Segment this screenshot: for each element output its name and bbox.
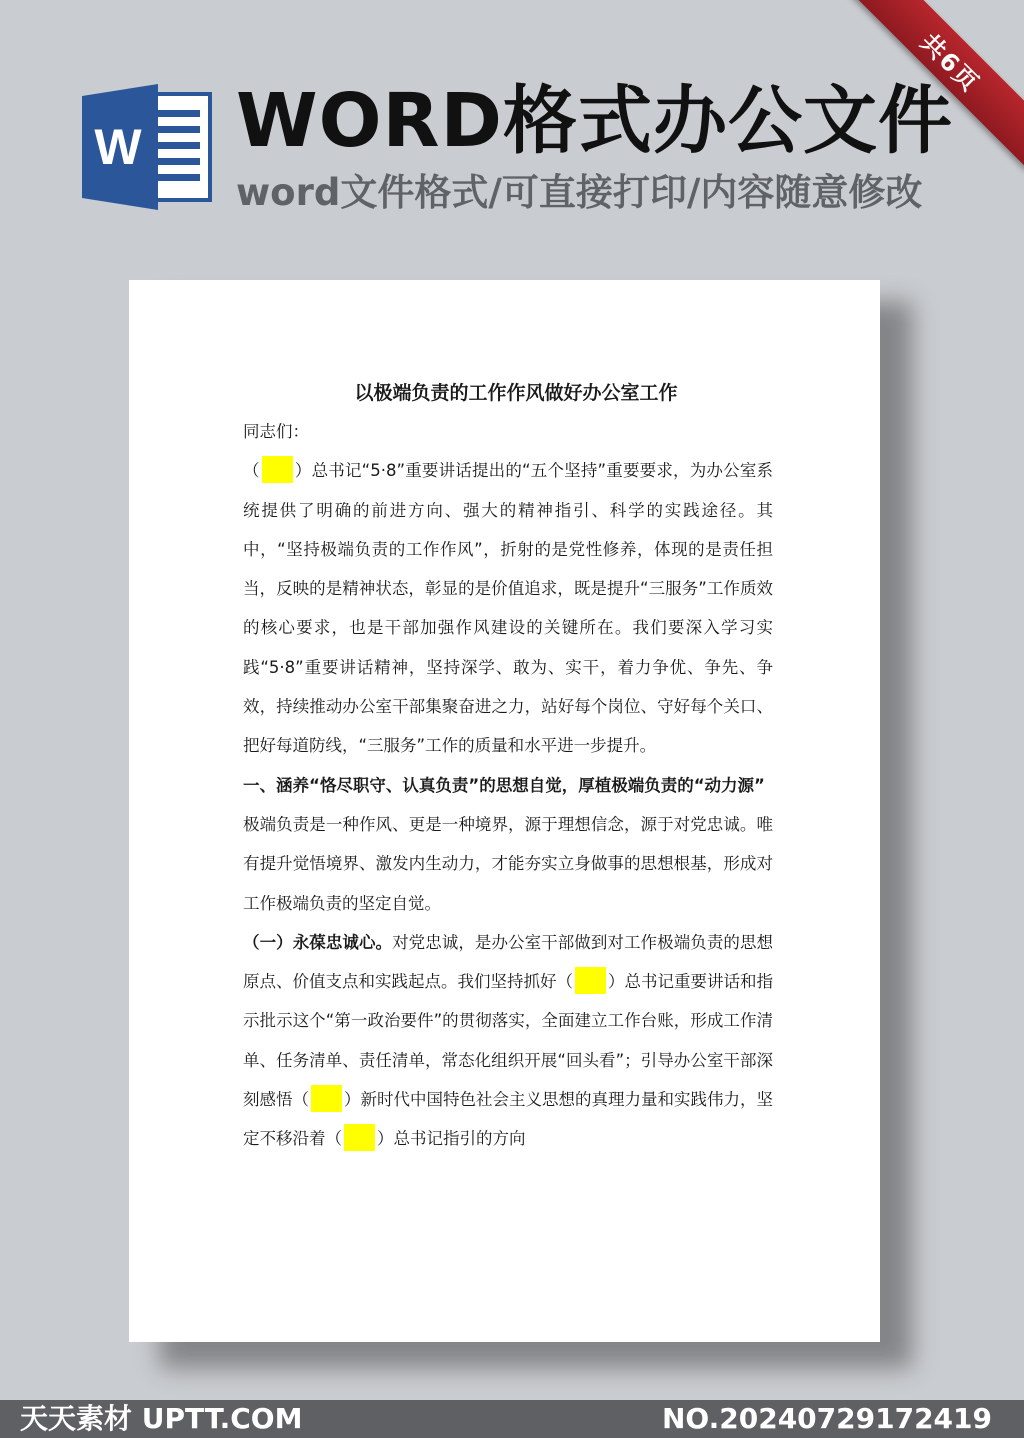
footer-id: NO.20240729172419 (661, 1402, 992, 1435)
paragraph-loyalty-text-a: 对党忠诚，是办公室干部做到对工作极端负责的思想原点、价值支点和实践起点。我们坚持抓好（ (243, 932, 774, 992)
greeting: 同志们： (243, 422, 309, 441)
banner-title: WORD格式办公文件 (236, 78, 953, 164)
highlight-placeholder (344, 1124, 375, 1151)
document-page (129, 280, 880, 1342)
paragraph-loyalty-text-c: ）新时代中国特色社会主义思想的真理力量和实践伟力，坚定不移沿着（ (243, 1090, 773, 1149)
paren-open: （ (243, 461, 260, 481)
paragraph-intro-text: ）总书记“5·8”重要讲话提出的“五个坚持”重要要求，为办公室系统提供了明确的前进方向、强大的精神指引、科学的实践途径。其中，“坚持极端负责的工作作风”，折射的是党性修养，体现的是责任担当，反映的是精神状态，彰显的是价值追求，既是提升“三服务”工作质效的核心要求，也是干部加强作风建设的关键所在。我们要深入学习实践“5·8”重要讲话精神，坚持深学、敢为、实干，着力争优、争先、争效，持续推动办公室干部集聚奋进之力，站好每个岗位、守好每个关口、把好每道防线，“三服务”工作的质量和水平进一步提升。 (243, 461, 774, 756)
paragraph-loyalty-text-d: ）总书记指引的方向 (377, 1129, 526, 1149)
section-heading-1: 一、涵养“恪尽职守、认真负责”的思想自觉，厚植极端负责的“动力源” (243, 775, 765, 795)
subheading-loyalty: （一）永葆忠诚心。 (243, 932, 393, 952)
highlight-placeholder (262, 456, 293, 483)
paragraph-intro (243, 451, 773, 765)
word-icon (82, 84, 212, 210)
document-body (243, 378, 773, 1159)
footer-site: 天天素材 UPTT.COM (20, 1402, 303, 1435)
highlight-placeholder (575, 967, 606, 994)
footer-bar (0, 1400, 1024, 1438)
banner-subtitle: word文件格式/可直接打印/内容随意修改 (236, 171, 923, 214)
highlight-placeholder (311, 1085, 342, 1112)
paragraph-loyalty-text-b: ）总书记重要讲话和指示批示这个“第一政治要件”的贯彻落实，全面建立工作台账，形成工作清单、任务清单、责任清单，常态化组织开展“回头看”；引导办公室干部深刻感悟（ (243, 972, 773, 1110)
word-logo-letter: W (94, 119, 142, 175)
paragraph-loyalty (243, 923, 773, 1159)
page-count-text: 共6页 (915, 27, 986, 98)
document-title: 以极端负责的工作作风做好办公室工作 (354, 382, 678, 404)
paragraph-section-1: 极端负责是一种作风、更是一种境界，源于理想信念，源于对党忠诚。唯有提升觉悟境界、激发内生动力，才能夯实立身做事的思想根基，形成对工作极端负责的坚定自觉。 (243, 814, 773, 913)
